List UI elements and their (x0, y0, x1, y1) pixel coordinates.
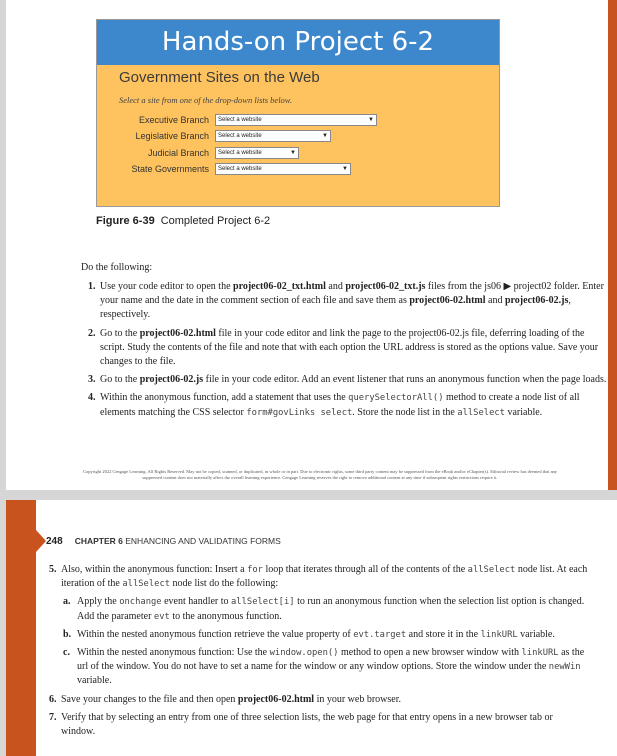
judicial-select[interactable]: Select a website ▼ (215, 147, 299, 159)
figure-caption (96, 215, 270, 227)
figure-row-executive (97, 114, 209, 128)
chevron-down-icon: ▼ (290, 150, 296, 156)
chapter-title: ENHANCING AND VALIDATING FORMS (125, 536, 281, 546)
step-1: 1. Use your code editor to open the project06-02_txt.html and project06-02_txt.js files from the js06 ▶ project02 folder. Enter your name and the date in the comment section of each file and save them as project06-02.html and project06-02.js, respectively. (88, 281, 604, 321)
executive-select[interactable]: Select a website ▼ (215, 114, 377, 126)
step-5b: b. Within the nested anonymous function retrieve the value property of evt.target and store it in the linkURL variable. (63, 628, 555, 640)
figure-row-label: State Governments (131, 164, 209, 174)
page-edge-accent (6, 500, 36, 756)
chevron-down-icon: ▼ (368, 117, 374, 123)
figure-row-label: Legislative Branch (135, 131, 209, 141)
state-select[interactable]: Select a website ▼ (215, 163, 351, 175)
step-3: 3. Go to the project06-02.js file in your code editor. Add an event listener that runs an anonymous function when the page loads. (88, 374, 607, 386)
running-head (46, 536, 281, 547)
copyright-notice: Copyright 2022 Cengage Learning. All Rights Reserved. May not be copied, scanned, or duplicated, in whole or in part. Due to electronic rights, some third party content may be suppressed from the eBook and/or eChapter(s). Editorial review has deemed that any suppressed content does not materially affect the overall learning experience. Cengage Learning reserves the right to remove additional content at any time if subsequent rights restrictions require it. (82, 469, 558, 480)
figure-caption-text: Completed Project 6-2 (160, 215, 271, 227)
page-bottom (0, 500, 617, 756)
chevron-down-icon: ▼ (342, 166, 348, 172)
step-5c: c. Within the nested anonymous function: Use the window.open() method to open a new browser window with linkURL as the url of the window. You do not have to set a name for the window or any window options. Store the window under the newWin variable. (63, 647, 585, 687)
step-2: 2. Go to the project06-02.html file in your code editor and link the page to the project06-02.js file, deferring loading of the script. Study the contents of the file and note that with each option the URL address is stored as the options value. Save your changes to the file. (88, 327, 599, 368)
figure-title: Hands-on Project 6-2 (97, 20, 499, 65)
figure-project-screenshot (96, 19, 500, 207)
figure-row-state (97, 163, 209, 177)
page-gutter (0, 0, 6, 490)
steps-list-top (88, 280, 608, 424)
figure-row-label: Executive Branch (138, 115, 209, 125)
chapter-label: CHAPTER 6 (74, 536, 123, 546)
figure-row-legislative (97, 130, 209, 144)
step-7: 7. Verify that by selecting an entry from one of three selection lists, the web page for that entry opens in a new browser tab or window. (49, 711, 553, 738)
instructions-intro: Do the following: (81, 262, 153, 273)
step-4: 4. Within the anonymous function, add a statement that uses the querySelectorAll() method to create a node list of all elements matching the CSS selector form#govLinks select. Store the node list in the allSelect variable. (88, 392, 580, 418)
step-6: 6. Save your changes to the file and then open project06-02.html in your web browser. (49, 693, 402, 705)
page-number: 248 (46, 536, 63, 547)
step-5a: a. Apply the onchange event handler to allSelect[i] to run an anonymous function when the selection list option is changed. Add the parameter evt to the anonymous function. (63, 596, 585, 622)
steps-list-bottom (49, 563, 589, 743)
step-5: 5. Also, within the anonymous function: Insert a for loop that iterates through all of the contents of the allSelect node list. At each iteration of the allSelect node list do the following: (49, 564, 588, 590)
figure-row-label: Judicial Branch (147, 148, 209, 158)
page-tab-marker (36, 530, 46, 552)
figure-row-judicial (97, 147, 209, 161)
chevron-down-icon: ▼ (322, 133, 328, 139)
figure-instructions: Select a site from one of the drop-down lists below. (119, 95, 292, 105)
figure-caption-label: Figure 6-39 (96, 215, 155, 227)
legislative-select[interactable]: Select a website ▼ (215, 130, 331, 142)
page-edge-accent (608, 0, 617, 490)
figure-subtitle: Government Sites on the Web (119, 69, 320, 86)
